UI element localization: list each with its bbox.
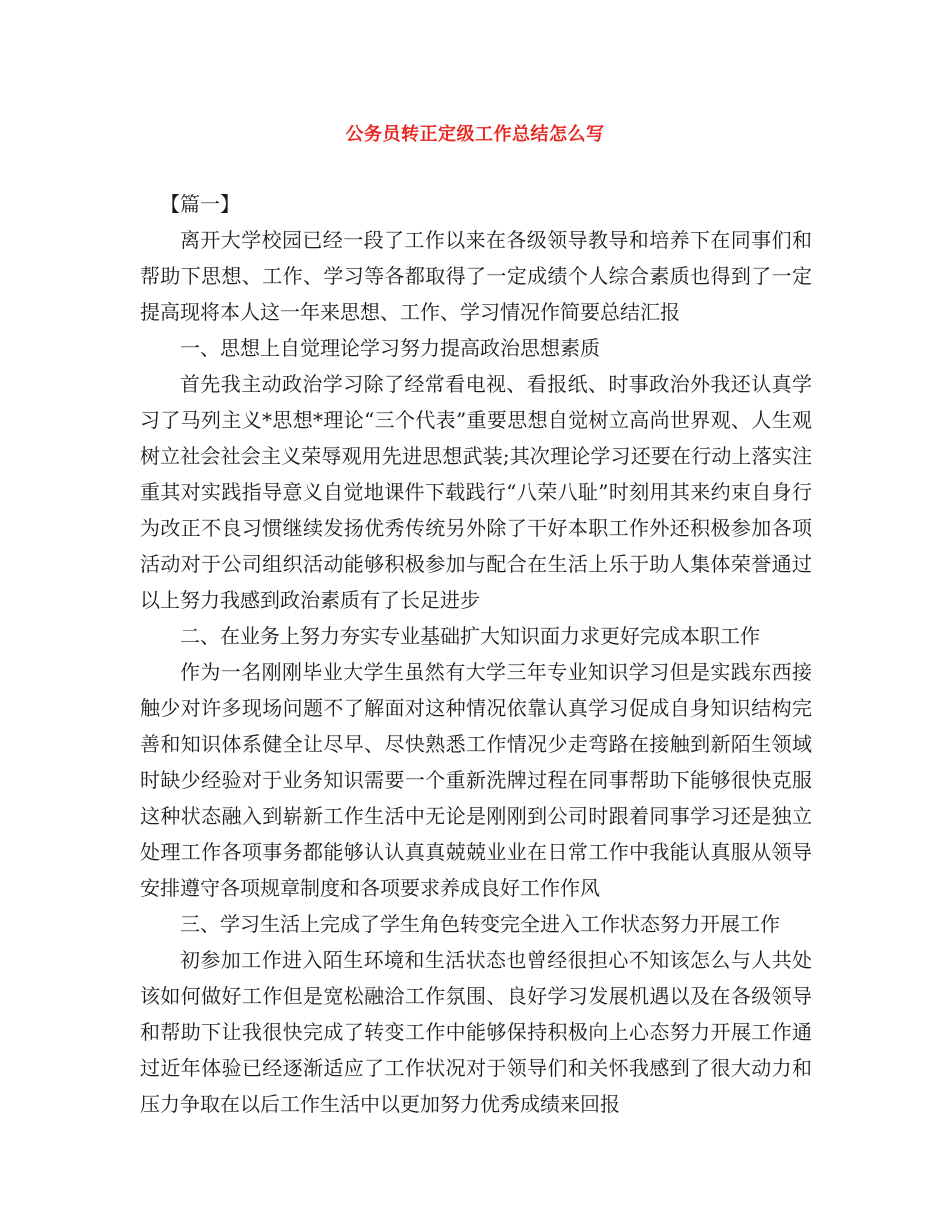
heading-two: 二、在业务上努力夯实专业基础扩大知识面力求更好完成本职工作 <box>180 624 760 648</box>
paragraph-two: 作为一名刚刚毕业大学生虽然有大学三年专业知识学习但是实践东西接触少对许多现场问题不了解面对这种情况依靠认真学习促成自身知识结构完善和知识体系健全让尽早、尽快熟悉工作情况少走弯路在接触到新陌生领域时缺少经验对于业务知识需要一个重新洗牌过程在同事帮助下能够很快克服这种状态融入到崭新工作生活中无论是刚刚到公司时跟着同事学习还是独立处理工作各项事务都能够认认真真兢兢业业在日常工作中我能认真服从领导安排遵守各项规章制度和各项要求养成良好工作作风 <box>140 660 812 900</box>
paragraph-one: 首先我主动政治学习除了经常看电视、看报纸、时事政治外我还认真学习了马列主义*思想*理论“三个代表”重要思想自觉树立高尚世界观、人生观树立社会社会主义荣辱观用先进思想武装;其次理论学习还要在行动上落实注重其对实践指导意义自觉地课件下载践行“八荣八耻”时刻用其来约束自身行为改正不良习惯继续发扬优秀传统另外除了干好本职工作外还积极参加各项活动对于公司组织活动能够积极参加与配合在生活上乐于助人集体荣誉通过以上努力我感到政治素质有了长足进步 <box>140 372 812 612</box>
paragraph-three: 初参加工作进入陌生环境和生活状态也曾经很担心不知该怎么与人共处该如何做好工作但是宽松融洽工作氛围、良好学习发展机遇以及在各级领导和帮助下让我很快完成了转变工作中能够保持积极向上心态努力开展工作通过近年体验已经逐渐适应了工作状况对于领导们和关怀我感到了很大动力和压力争取在以后工作生活中以更加努力优秀成绩来回报 <box>140 948 812 1116</box>
document-title: 公务员转正定级工作总结怎么写 <box>345 124 605 145</box>
document-body <box>140 186 812 1122</box>
heading-three: 三、学习生活上完成了学生角色转变完全进入工作状态努力开展工作 <box>180 912 780 936</box>
heading-one: 一、思想上自觉理论学习努力提高政治思想素质 <box>180 336 600 360</box>
section-label: 【篇一】 <box>160 192 240 216</box>
intro-paragraph: 离开大学校园已经一段了工作以来在各级领导教导和培养下在同事们和帮助下思想、工作、学习等各都取得了一定成绩个人综合素质也得到了一定提高现将本人这一年来思想、工作、学习情况作简要总结汇报 <box>140 228 812 324</box>
